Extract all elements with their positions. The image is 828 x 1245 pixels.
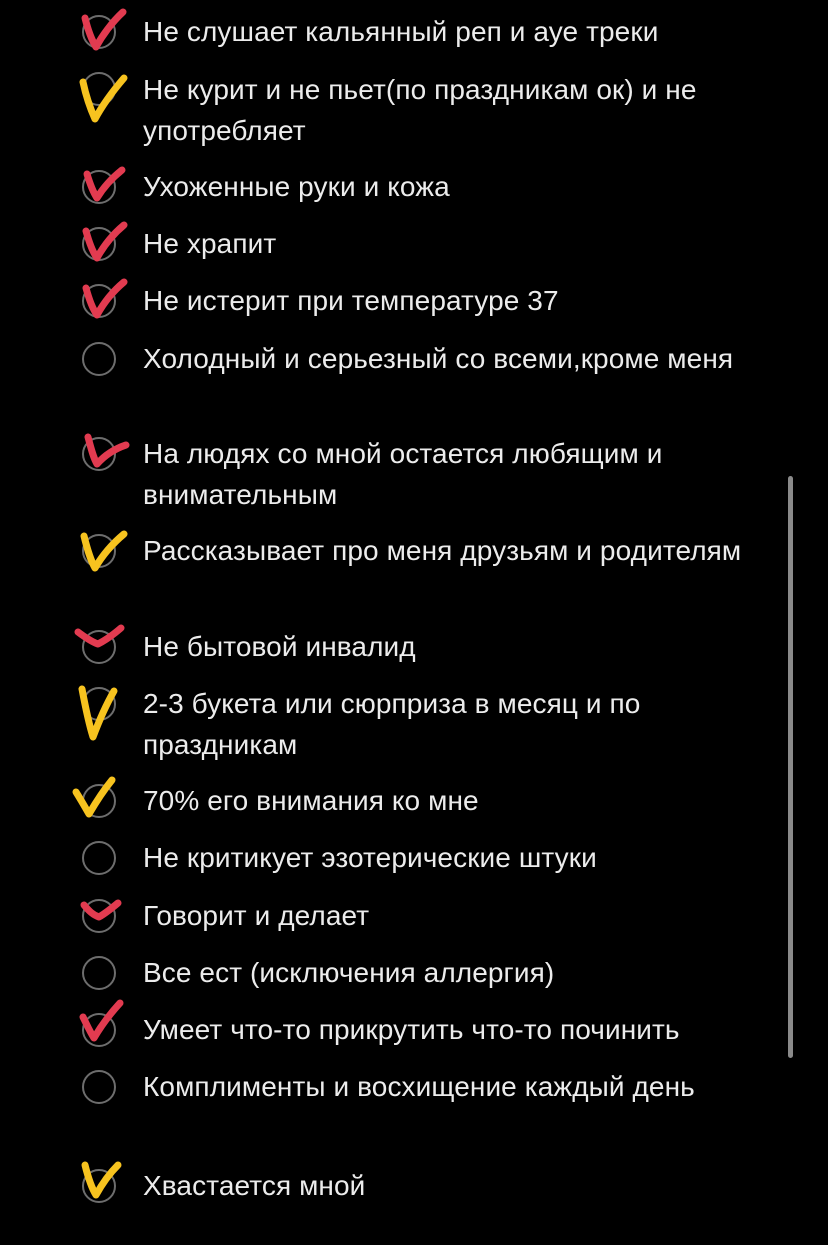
item-label: 2-3 букета или сюрприза в месяц и по праздникам — [143, 688, 641, 760]
item-label: Ухоженные руки и кожа — [143, 171, 450, 202]
checkbox-circle[interactable] — [82, 15, 116, 49]
empty-circle-icon[interactable] — [82, 841, 116, 875]
item-label: Не курит и не пьет(по праздникам ок) и не употребляет — [143, 74, 697, 146]
item-label: Хвастается мной — [143, 1170, 366, 1201]
checkbox-circle[interactable] — [82, 899, 116, 933]
item-label: 70% его внимания ко мне — [143, 785, 479, 816]
item-label: Комплименты и восхищение каждый день — [143, 1071, 695, 1102]
item-label: Не критикует эзотерические штуки — [143, 842, 597, 873]
item-label: Не истерит при температуре 37 — [143, 285, 559, 316]
checkbox-circle[interactable] — [82, 72, 116, 106]
item-label: Не храпит — [143, 228, 277, 259]
item-label: Все ест (исключения аллергия) — [143, 957, 555, 988]
checkbox-circle[interactable] — [82, 1013, 116, 1047]
item-label: Умеет что-то прикрутить что-то починить — [143, 1014, 680, 1045]
empty-circle-icon[interactable] — [82, 956, 116, 990]
item-label: Холодный и серьезный со всеми,кроме меня — [143, 343, 734, 374]
checkbox-circle[interactable] — [82, 284, 116, 318]
item-label: На людях со мной остается любящим и внимательным — [143, 438, 663, 510]
checkbox-circle[interactable] — [82, 227, 116, 261]
checkbox-circle[interactable] — [82, 784, 116, 818]
checkbox-circle[interactable] — [82, 437, 116, 471]
item-label: Говорит и делает — [143, 900, 370, 931]
checkbox-circle[interactable] — [82, 1169, 116, 1203]
empty-circle-icon[interactable] — [82, 1070, 116, 1104]
checkbox-circle[interactable] — [82, 630, 116, 664]
empty-circle-icon[interactable] — [82, 342, 116, 376]
item-label: Не бытовой инвалид — [143, 631, 416, 662]
item-label: Не слушает кальянный реп и ауе треки — [143, 16, 659, 47]
checkbox-circle[interactable] — [82, 170, 116, 204]
checkbox-circle[interactable] — [82, 687, 116, 721]
item-label: Рассказывает про меня друзьям и родителям — [143, 535, 742, 566]
checkbox-circle[interactable] — [82, 534, 116, 568]
scrollbar[interactable] — [788, 476, 793, 1058]
